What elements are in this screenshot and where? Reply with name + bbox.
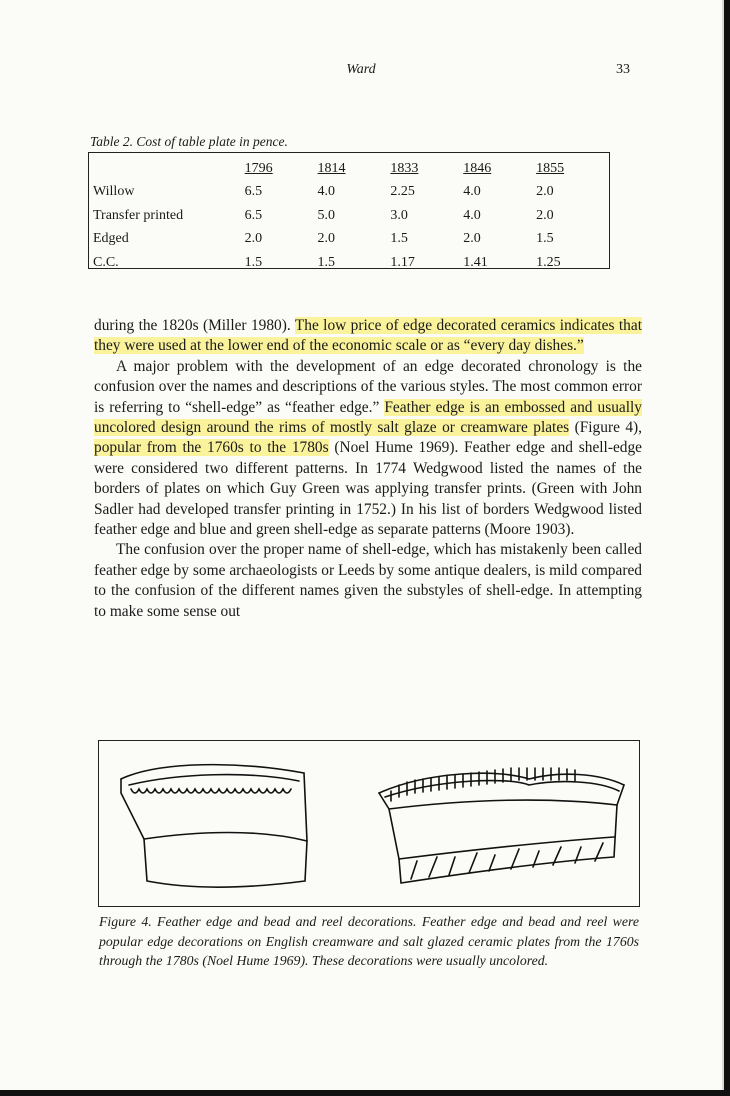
table-cell: 2.25 — [390, 184, 415, 200]
table-cell: 1.5 — [317, 254, 336, 270]
table-cell: 1.17 — [390, 254, 415, 270]
table-header-row — [89, 157, 609, 181]
row-label: C.C. — [93, 254, 119, 270]
feather-edge-sherd-drawing — [121, 765, 307, 887]
table-cell: 6.5 — [244, 184, 263, 200]
table-cell: 6.5 — [244, 207, 263, 223]
page-number: 33 — [616, 62, 630, 77]
table-cell: 2.0 — [463, 231, 481, 247]
table-cell: 1.25 — [536, 254, 561, 270]
table-row — [89, 251, 609, 275]
table-cell: 3.0 — [390, 207, 408, 223]
table-cell: 1.41 — [463, 254, 488, 270]
bead-and-reel-sherd-drawing — [379, 768, 624, 883]
text-run: during the 1820s (Miller 1980). — [94, 317, 295, 334]
paragraph — [94, 357, 642, 541]
table-cell: 2.0 — [317, 231, 336, 247]
table-cell: 2.0 — [244, 231, 263, 247]
table-cell: 4.0 — [463, 207, 481, 223]
paragraph — [94, 316, 642, 357]
header-label-cell — [89, 157, 245, 181]
year-header: 1846 — [463, 160, 492, 176]
highlighted-text: The low price of edge decorated ceramics indicates that they were used at the lower end of the economic scale or as “every day dishes.” — [94, 317, 642, 355]
table-cell: 4.0 — [463, 184, 481, 200]
table-caption: Table 2. Cost of table plate in pence. — [90, 134, 288, 149]
year-header: 1833 — [390, 160, 419, 176]
cost-table-frame — [88, 152, 610, 269]
highlighted-text: popular from the 1760s to the 1780s — [94, 439, 329, 457]
table-row — [89, 228, 609, 252]
table-cell: 5.0 — [317, 207, 336, 223]
running-header: Ward — [346, 62, 376, 77]
table-row — [89, 204, 609, 228]
table-cell: 2.0 — [536, 207, 554, 223]
table-cell: 4.0 — [317, 184, 336, 200]
cost-table — [89, 157, 609, 275]
highlighted-text: Feather edge is an embossed and usually uncolored design around the rims of mostly salt glaze or creamware plates — [94, 398, 642, 437]
table-cell: 2.0 — [536, 184, 554, 200]
table-row — [89, 181, 609, 205]
text-run: (Noel Hume 1969). Feather edge and shell-edge were considered two different patterns. In 1774 Wedgwood listed the names of the borders of plates on which Guy Green was applying transfer prints. (Green with John Sadler had developed transfer printing in 1752.) In his list of borders Wedgwood listed feather edge and blue and green shell-edge as separate patterns (Moore 1903). — [94, 439, 642, 539]
row-label: Willow — [93, 184, 135, 200]
figure-4-frame — [98, 740, 640, 907]
body-text — [94, 316, 642, 622]
year-header: 1814 — [317, 160, 346, 176]
paragraph: The confusion over the proper name of shell-edge, which has mistakenly been called feather edge by some archaeologists or Leeds by some antique dealers, is mild compared to the confusion of the different names given the substyles of shell-edge. In attempting to make some sense out — [94, 541, 642, 620]
text-run: (Figure 4), — [569, 419, 642, 437]
row-label: Transfer printed — [93, 207, 184, 223]
table-cell: 1.5 — [244, 254, 263, 270]
figure-caption-text: Figure 4. Feather edge and bead and reel decorations. Feather edge and bead and reel were popular edge decorations on English creamware and salt glazed ceramic plates from the 1760s through the 1780s (Noel Hume 1969). These decorations were usually uncolored. — [99, 914, 639, 968]
text-run: A major problem with the development of an edge decorated chronology is the confusion over the names and descriptions of the various styles. The most common error is referring to “shell-edge” as “feather edge.” — [94, 357, 642, 416]
year-header: 1796 — [244, 160, 273, 176]
table-cell: 1.5 — [536, 231, 554, 247]
row-label: Edged — [93, 231, 129, 247]
plate-rim-drawings — [99, 741, 639, 906]
table-cell: 1.5 — [390, 231, 408, 247]
figure-caption — [99, 912, 639, 971]
year-header: 1855 — [536, 160, 565, 176]
